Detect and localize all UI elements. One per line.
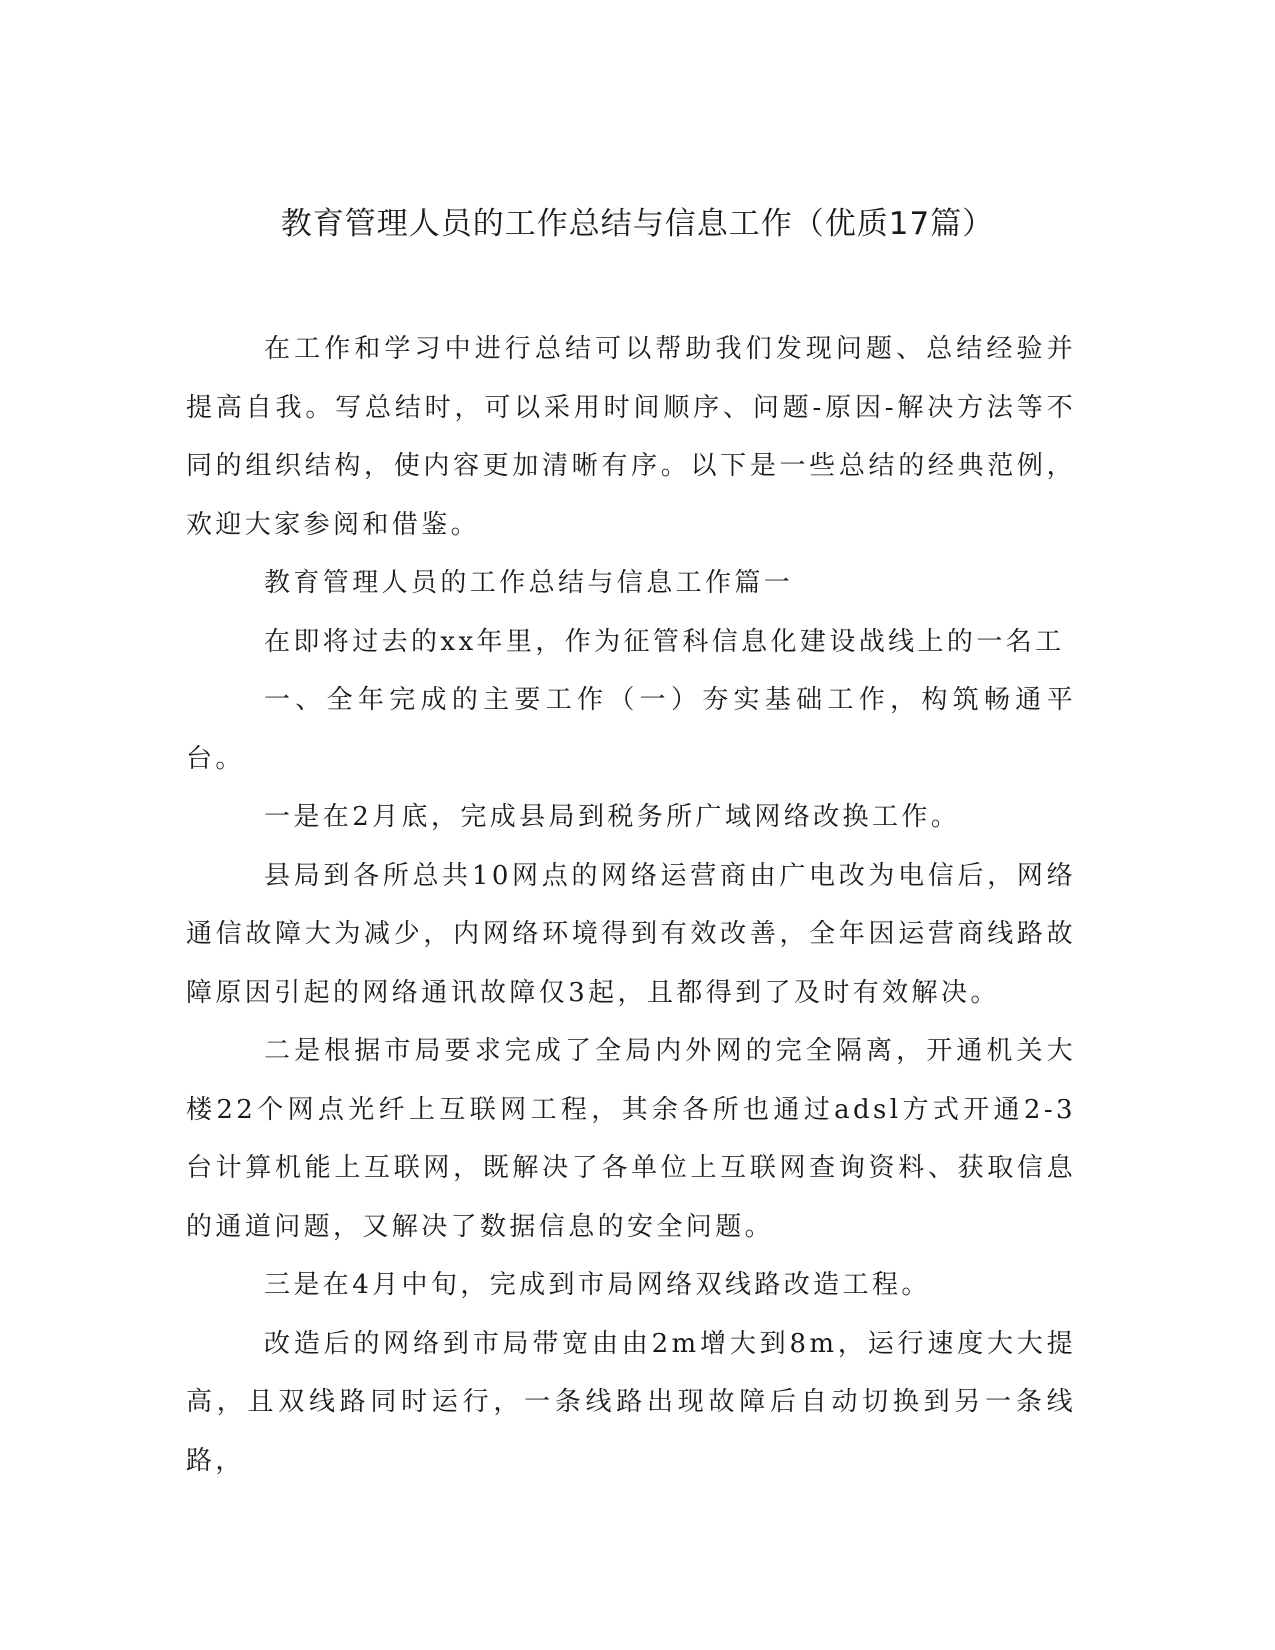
document-body [186,320,1076,1490]
paragraph: 二是根据市局要求完成了全局内外网的完全隔离，开通机关大楼22个网点光纤上互联网工程，其余各所也通过adsl方式开通2-3台计算机能上互联网，既解决了各单位上互联网查询资料、获取信息的通道问题，又解决了数据信息的安全问题。 [186,1036,1076,1242]
paragraph: 改造后的网络到市局带宽由由2m增大到8m，运行速度大大提高，且双线路同时运行，一条线路出现故障后自动切换到另一条线路， [186,1328,1076,1476]
paragraph: 一、全年完成的主要工作（一）夯实基础工作，构筑畅通平台。 [186,685,1076,774]
document-title: 教育管理人员的工作总结与信息工作（优质17篇） [280,206,995,242]
section-heading: 教育管理人员的工作总结与信息工作篇一 [264,568,794,598]
paragraph: 在即将过去的xx年里，作为征管科信息化建设战线上的一名工 [264,626,1065,657]
paragraph: 三是在4月中旬，完成到市局网络双线路改造工程。 [264,1270,931,1300]
paragraph: 一是在2月底，完成县局到税务所广域网络改换工作。 [264,802,961,832]
intro-paragraph: 在工作和学习中进行总结可以帮助我们发现问题、总结经验并提高自我。写总结时，可以采用时间顺序、问题-原因-解决方法等不同的组织结构，使内容更加清晰有序。以下是一些总结的经典范例，欢迎大家参阅和借鉴。 [186,334,1076,540]
paragraph: 县局到各所总共10网点的网络运营商由广电改为电信后，网络通信故障大为减少，内网络环境得到有效改善，全年因运营商线路故障原因引起的网络通讯故障仅3起，且都得到了及时有效解决。 [186,860,1076,1008]
